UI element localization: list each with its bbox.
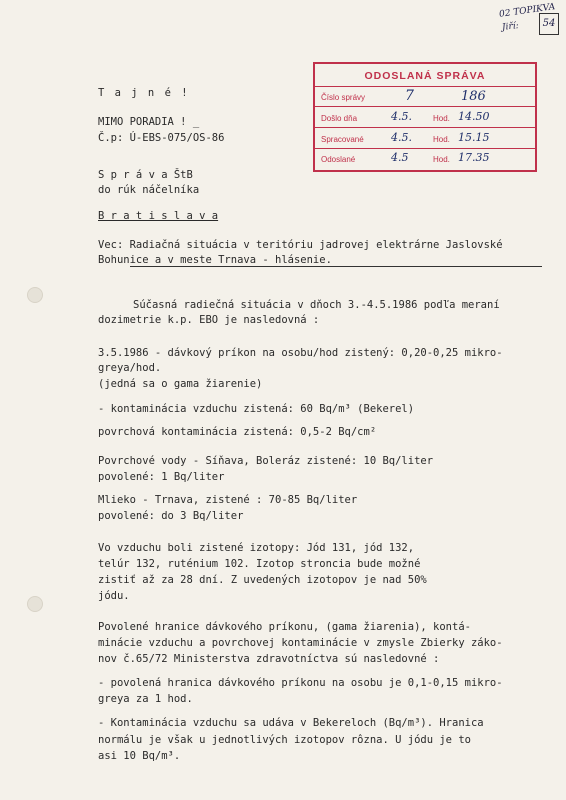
subject-underline — [130, 266, 542, 267]
punch-hole-bottom — [27, 596, 43, 612]
handwritten-note-line2: Jiří: — [501, 21, 520, 33]
stamp-row-hod-label: Hod. — [433, 114, 450, 123]
handwritten-note-line1: 02 TOPIKVA — [498, 2, 556, 20]
reference-number: Č.p: Ú-EBS-075/OS-86 — [98, 132, 225, 144]
isotopes-line1: Vo vzduchu boli zistené izotopy: Jód 131, jód 132, — [98, 542, 415, 554]
dose-line5: povrchová kontaminácia zistená: 0,5-2 Bq/cm² — [98, 426, 377, 438]
stamp-row-hod: 15.15 — [458, 131, 490, 144]
stamp-row-value: 4.5. — [391, 131, 412, 144]
stamp-row-hod: 186 — [461, 89, 486, 104]
limits-line3: nov č.65/72 Ministerstva zdravotníctva sú nasledovné : — [98, 653, 440, 665]
dose-line3: (jedná sa o gama žiarenie) — [98, 378, 263, 390]
limits-line4: - povolená hranica dávkového príkonu na osobu je 0,1-0,15 mikro- — [98, 677, 503, 689]
limits-line7: normálu je však u jednotlivých izotopov rôzna. U jódu je to — [98, 734, 471, 746]
isotopes-line3: zistiť až za 28 dní. Z uvedených izotopov je nad 50% — [98, 574, 427, 586]
recipient-city: B r a t i s l a v a — [98, 210, 219, 222]
water-line2: povolené: 1 Bq/liter — [98, 471, 225, 483]
limits-line1: Povolené hranice dávkového príkonu, (gama žiarenia), kontá- — [98, 621, 471, 633]
subject-line1: Vec: Radiačná situácia v teritóriu jadrovej elektrárne Jaslovské — [98, 239, 503, 251]
sent-report-stamp — [313, 62, 537, 172]
stamp-row-hod-label: Hod. — [433, 135, 450, 144]
priority: MIMO PORADIA ! _ — [98, 116, 200, 128]
dose-line4: - kontaminácia vzduchu zistená: 60 Bq/m³ (Bekerel) — [98, 403, 415, 415]
dose-line1: 3.5.1986 - dávkový príkon na osobu/hod zistený: 0,20-0,25 mikro- — [98, 347, 503, 359]
intro-line1: Súčasná radiečná situácia v dňoch 3.-4.5.1986 podľa meraní — [133, 299, 500, 311]
limits-line6: - Kontaminácia vzduchu sa udáva v Bekereloch (Bq/m³). Hranica — [98, 717, 484, 729]
stamp-title: ODOSLANÁ SPRÁVA — [364, 70, 486, 82]
isotopes-line2: telúr 132, ruténium 102. Izotop stroncia bude možné — [98, 558, 421, 570]
stamp-row-value: 4.5. — [391, 110, 412, 123]
milk-line2: povolené: do 3 Bq/liter — [98, 510, 244, 522]
punch-hole-top — [27, 287, 43, 303]
stamp-row-label: Došlo dňa — [321, 114, 358, 123]
page-number: 54 — [539, 13, 559, 35]
stamp-row-label: Odoslané — [321, 155, 356, 164]
limits-line2: minácie vzduchu a povrchovej kontaminácie v zmysle Zbierky záko- — [98, 637, 503, 649]
water-line1: Povrchové vody - Síňava, Boleráz zistené: 10 Bq/liter — [98, 455, 434, 467]
stamp-row-value: 4.5 — [391, 151, 409, 164]
dose-line2: greya/hod. — [98, 362, 162, 374]
stamp-row-value: 7 — [405, 88, 414, 104]
limits-line8: asi 10 Bq/m³. — [98, 750, 181, 762]
recipient-line2: do rúk náčelníka — [98, 184, 200, 196]
stamp-row-hod-label: Hod. — [433, 155, 450, 164]
stamp-row-hod: 17.35 — [458, 151, 490, 164]
subject-line2: Bohunice a v meste Trnava - hlásenie. — [98, 254, 332, 266]
stamp-row-label: Spracované — [321, 135, 364, 144]
milk-line1: Mlieko - Trnava, zistené : 70-85 Bq/liter — [98, 494, 358, 506]
stamp-row-hod: 14.50 — [458, 110, 490, 123]
recipient-line1: S p r á v a ŠtB — [98, 169, 193, 181]
classification: T a j n é ! — [98, 87, 190, 99]
isotopes-line4: jódu. — [98, 590, 130, 602]
stamp-row-label: Číslo správy — [321, 93, 366, 102]
intro-line2: dozimetrie k.p. EBO je nasledovná : — [98, 314, 320, 326]
limits-line5: greya za 1 hod. — [98, 693, 193, 705]
